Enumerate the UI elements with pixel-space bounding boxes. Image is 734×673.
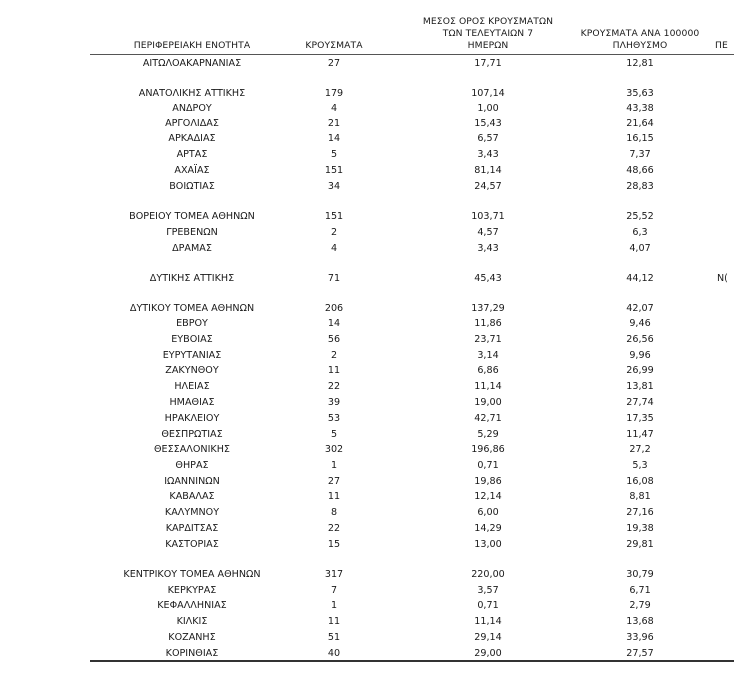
seven-day-average-cell: 11,14 <box>474 381 502 392</box>
cases-per-100k-cell: 12,81 <box>626 58 654 69</box>
seven-day-average-cell: 23,71 <box>474 334 502 345</box>
table-row <box>0 381 734 393</box>
table-row <box>0 539 734 551</box>
region-name-cell: ΗΛΕΙΑΣ <box>174 381 210 392</box>
cases-per-100k-cell: 9,96 <box>629 350 651 361</box>
table-row <box>0 149 734 161</box>
seven-day-average-cell: 13,00 <box>474 539 502 550</box>
region-name-cell: ΑΡΓΟΛΙΔΑΣ <box>165 118 219 129</box>
region-name-cell: ΑΝΑΤΟΛΙΚΗΣ ΑΤΤΙΚΗΣ <box>138 88 246 99</box>
table-row <box>0 648 734 660</box>
cases-cell: 71 <box>327 273 341 284</box>
cases-cell: 151 <box>324 165 344 176</box>
seven-day-average-cell: 137,29 <box>471 303 505 314</box>
table-row <box>0 413 734 425</box>
seven-day-average-cell: 6,86 <box>477 365 499 376</box>
region-name-cell: ΘΕΣΣΑΛΟΝΙΚΗΣ <box>154 444 230 455</box>
region-name-cell: ΕΥΒΟΙΑΣ <box>171 334 213 345</box>
table-row <box>0 585 734 597</box>
table-row <box>0 397 734 409</box>
cases-per-100k-cell: 9,46 <box>629 318 651 329</box>
cases-cell: 56 <box>327 334 341 345</box>
region-name-cell: ΚΕΝΤΡΙΚΟΥ ΤΟΜΕΑ ΑΘΗΝΩΝ <box>123 569 261 580</box>
cases-per-100k-cell: 26,99 <box>626 365 654 376</box>
table-row <box>0 88 734 100</box>
seven-day-average-cell: 220,00 <box>471 569 505 580</box>
region-name-cell: ΒΟΡΕΙΟΥ ΤΟΜΕΑ ΑΘΗΝΩΝ <box>129 211 255 222</box>
cases-cell: 11 <box>327 616 341 627</box>
table-row <box>0 181 734 193</box>
seven-day-average-cell: 19,86 <box>474 476 502 487</box>
seven-day-average-cell: 29,14 <box>474 632 502 643</box>
table-row <box>0 211 734 223</box>
seven-day-average-cell: 11,86 <box>474 318 502 329</box>
cases-per-100k-cell: 2,79 <box>629 600 651 611</box>
cases-per-100k-cell: 6,71 <box>629 585 651 596</box>
cases-per-100k-cell: 13,68 <box>626 616 654 627</box>
cases-per-100k-cell: 6,3 <box>632 227 648 238</box>
header-line: ΠΕΡΙΦΕΡΕΙΑΚΗ ΕΝΟΤΗΤΑ <box>133 40 251 51</box>
cases-cell: 302 <box>324 444 344 455</box>
region-name-cell: ΑΡΤΑΣ <box>176 149 208 160</box>
seven-day-average-cell: 45,43 <box>474 273 502 284</box>
region-name-cell: ΘΗΡΑΣ <box>175 460 209 471</box>
region-name-cell: ΓΡΕΒΕΝΩΝ <box>166 227 218 238</box>
table-row <box>0 569 734 581</box>
region-name-cell: ΑΡΚΑΔΙΑΣ <box>168 133 216 144</box>
region-name-cell: ΔΥΤΙΚΗΣ ΑΤΤΙΚΗΣ <box>149 273 235 284</box>
cases-cell: 15 <box>327 539 341 550</box>
region-name-cell: ΕΥΡΥΤΑΝΙΑΣ <box>162 350 222 361</box>
cases-cell: 4 <box>330 243 338 254</box>
cases-cell: 27 <box>327 476 341 487</box>
seven-day-average-cell: 0,71 <box>477 600 499 611</box>
cases-cell: 1 <box>330 600 338 611</box>
seven-day-average-cell: 3,57 <box>477 585 499 596</box>
cases-cell: 2 <box>330 350 338 361</box>
seven-day-average-cell: 15,43 <box>474 118 502 129</box>
cases-per-100k-cell: 48,66 <box>626 165 654 176</box>
header-line: ΤΩΝ ΤΕΛΕΥΤΑΙΩΝ 7 <box>442 28 534 39</box>
cases-cell: 22 <box>327 523 341 534</box>
cases-cell: 4 <box>330 103 338 114</box>
seven-day-average-cell: 0,71 <box>477 460 499 471</box>
cases-per-100k-cell: 13,81 <box>626 381 654 392</box>
table-row <box>0 444 734 456</box>
cases-per-100k-cell: 5,3 <box>632 460 648 471</box>
cases-per-100k-cell: 4,07 <box>629 243 651 254</box>
seven-day-average-cell: 17,71 <box>474 58 502 69</box>
cases-per-100k-cell: 11,47 <box>626 429 654 440</box>
table-row <box>0 429 734 441</box>
cases-per-100k-cell: 16,08 <box>626 476 654 487</box>
cases-cell: 53 <box>327 413 341 424</box>
seven-day-average-cell: 24,57 <box>474 181 502 192</box>
region-name-cell: ΗΜΑΘΙΑΣ <box>169 397 215 408</box>
seven-day-average-cell: 3,14 <box>477 350 499 361</box>
table-row <box>0 133 734 145</box>
cases-per-100k-cell: 25,52 <box>626 211 654 222</box>
cases-per-100k-cell: 43,38 <box>626 103 654 114</box>
cases-cell: 317 <box>324 569 344 580</box>
header-line: ΠΛΗΘΥΣΜΟ <box>612 40 668 51</box>
seven-day-average-cell: 6,57 <box>477 133 499 144</box>
cases-cell: 39 <box>327 397 341 408</box>
region-name-cell: ΖΑΚΥΝΘΟΥ <box>165 365 219 376</box>
region-name-cell: ΚΑΒΑΛΑΣ <box>169 491 215 502</box>
region-name-cell: ΑΝΔΡΟΥ <box>172 103 212 114</box>
seven-day-average-cell: 14,29 <box>474 523 502 534</box>
region-name-cell: ΚΟΖΑΝΗΣ <box>168 632 216 643</box>
region-name-cell: ΒΟΙΩΤΙΑΣ <box>169 181 215 192</box>
region-name-cell: ΔΡΑΜΑΣ <box>172 243 212 254</box>
cases-cell: 2 <box>330 227 338 238</box>
cases-cell: 7 <box>330 585 338 596</box>
table-row <box>0 318 734 330</box>
seven-day-average-cell: 19,00 <box>474 397 502 408</box>
cases-cell: 27 <box>327 58 341 69</box>
table-row <box>0 118 734 130</box>
region-name-cell: ΑΧΑΪΑΣ <box>174 165 210 176</box>
seven-day-average-cell: 3,43 <box>477 149 499 160</box>
header-line: ΗΜΕΡΩΝ <box>467 40 509 51</box>
table-row <box>0 460 734 472</box>
cases-per-100k-cell: 27,74 <box>626 397 654 408</box>
region-name-cell: ΗΡΑΚΛΕΙΟΥ <box>164 413 220 424</box>
table-row <box>0 103 734 115</box>
cases-per-100k-cell: 19,38 <box>626 523 654 534</box>
cases-per-100k-cell: 28,83 <box>626 181 654 192</box>
seven-day-average-cell: 5,29 <box>477 429 499 440</box>
header-line: ΚΡΟΥΣΜΑΤΑ ΑΝΑ 100000 <box>580 28 700 39</box>
cases-per-100k-cell: 17,35 <box>626 413 654 424</box>
table-row <box>0 632 734 644</box>
table-row <box>0 303 734 315</box>
region-name-cell: ΚΙΛΚΙΣ <box>176 616 208 627</box>
region-name-cell: ΚΟΡΙΝΘΙΑΣ <box>165 648 219 659</box>
seven-day-average-cell: 29,00 <box>474 648 502 659</box>
seven-day-average-cell: 3,43 <box>477 243 499 254</box>
cases-per-100k-cell: 8,81 <box>629 491 651 502</box>
table-row <box>0 365 734 377</box>
table-row <box>0 491 734 503</box>
region-name-cell: ΚΑΣΤΟΡΙΑΣ <box>165 539 219 550</box>
cases-per-100k-cell: 35,63 <box>626 88 654 99</box>
cases-cell: 40 <box>327 648 341 659</box>
cases-per-100k-cell: 7,37 <box>629 149 651 160</box>
cases-per-100k-cell: 29,81 <box>626 539 654 550</box>
table-row <box>0 476 734 488</box>
cases-cell: 14 <box>327 318 341 329</box>
seven-day-average-cell: 196,86 <box>471 444 505 455</box>
cases-per-100k-cell: 30,79 <box>626 569 654 580</box>
table-row <box>0 523 734 535</box>
region-name-cell: ΕΒΡΟΥ <box>176 318 208 329</box>
cases-cell: 34 <box>327 181 341 192</box>
region-name-cell: ΑΙΤΩΛΟΑΚΑΡΝΑΝΙΑΣ <box>142 58 242 69</box>
region-name-cell: ΚΑΡΔΙΤΣΑΣ <box>165 523 219 534</box>
header-line: ΜΕΣΟΣ ΟΡΟΣ ΚΡΟΥΣΜΑΤΩΝ <box>422 16 554 27</box>
region-name-cell: ΙΩΑΝΝΙΝΩΝ <box>164 476 220 487</box>
cases-per-100k-cell: 27,16 <box>626 507 654 518</box>
table-row <box>0 616 734 628</box>
region-name-cell: ΔΥΤΙΚΟΥ ΤΟΜΕΑ ΑΘΗΝΩΝ <box>129 303 255 314</box>
cases-cell: 14 <box>327 133 341 144</box>
seven-day-average-cell: 107,14 <box>471 88 505 99</box>
seven-day-average-cell: 6,00 <box>477 507 499 518</box>
cases-cell: 206 <box>324 303 344 314</box>
cases-cell: 51 <box>327 632 341 643</box>
table-row <box>0 334 734 346</box>
table-row <box>0 273 734 285</box>
table-row <box>0 600 734 612</box>
seven-day-average-cell: 42,71 <box>474 413 502 424</box>
cases-per-100k-cell: 26,56 <box>626 334 654 345</box>
seven-day-average-cell: 4,57 <box>477 227 499 238</box>
cases-cell: 8 <box>330 507 338 518</box>
table-row <box>0 58 734 70</box>
cases-per-100k-cell: 27,57 <box>626 648 654 659</box>
seven-day-average-cell: 103,71 <box>471 211 505 222</box>
seven-day-average-cell: 11,14 <box>474 616 502 627</box>
cases-cell: 22 <box>327 381 341 392</box>
cases-per-100k-cell: 16,15 <box>626 133 654 144</box>
region-name-cell: ΘΕΣΠΡΩΤΙΑΣ <box>161 429 223 440</box>
seven-day-average-cell: 1,00 <box>477 103 499 114</box>
region-name-cell: ΚΑΛΥΜΝΟΥ <box>164 507 220 518</box>
cases-cell: 11 <box>327 491 341 502</box>
header-line: ΠΕ <box>715 40 728 51</box>
cases-cell: 1 <box>330 460 338 471</box>
table-row <box>0 350 734 362</box>
clipped-extra-cell: Ν( <box>717 273 728 284</box>
cases-cell: 151 <box>324 211 344 222</box>
cases-cell: 21 <box>327 118 341 129</box>
seven-day-average-cell: 12,14 <box>474 491 502 502</box>
cases-cell: 5 <box>330 149 338 160</box>
cases-cell: 179 <box>324 88 344 99</box>
table-row <box>0 227 734 239</box>
region-name-cell: ΚΕΡΚΥΡΑΣ <box>167 585 217 596</box>
cases-cell: 11 <box>327 365 341 376</box>
cases-per-100k-cell: 27,2 <box>629 444 651 455</box>
table-row <box>0 165 734 177</box>
cases-per-100k-cell: 42,07 <box>626 303 654 314</box>
table-bottom-rule <box>90 660 734 662</box>
table-row <box>0 243 734 255</box>
cases-per-100k-cell: 33,96 <box>626 632 654 643</box>
cases-per-100k-cell: 44,12 <box>626 273 654 284</box>
region-name-cell: ΚΕΦΑΛΛΗΝΙΑΣ <box>157 600 227 611</box>
header-line: ΚΡΟΥΣΜΑΤΑ <box>305 40 363 51</box>
cases-per-100k-cell: 21,64 <box>626 118 654 129</box>
cases-cell: 5 <box>330 429 338 440</box>
table-row <box>0 507 734 519</box>
seven-day-average-cell: 81,14 <box>474 165 502 176</box>
